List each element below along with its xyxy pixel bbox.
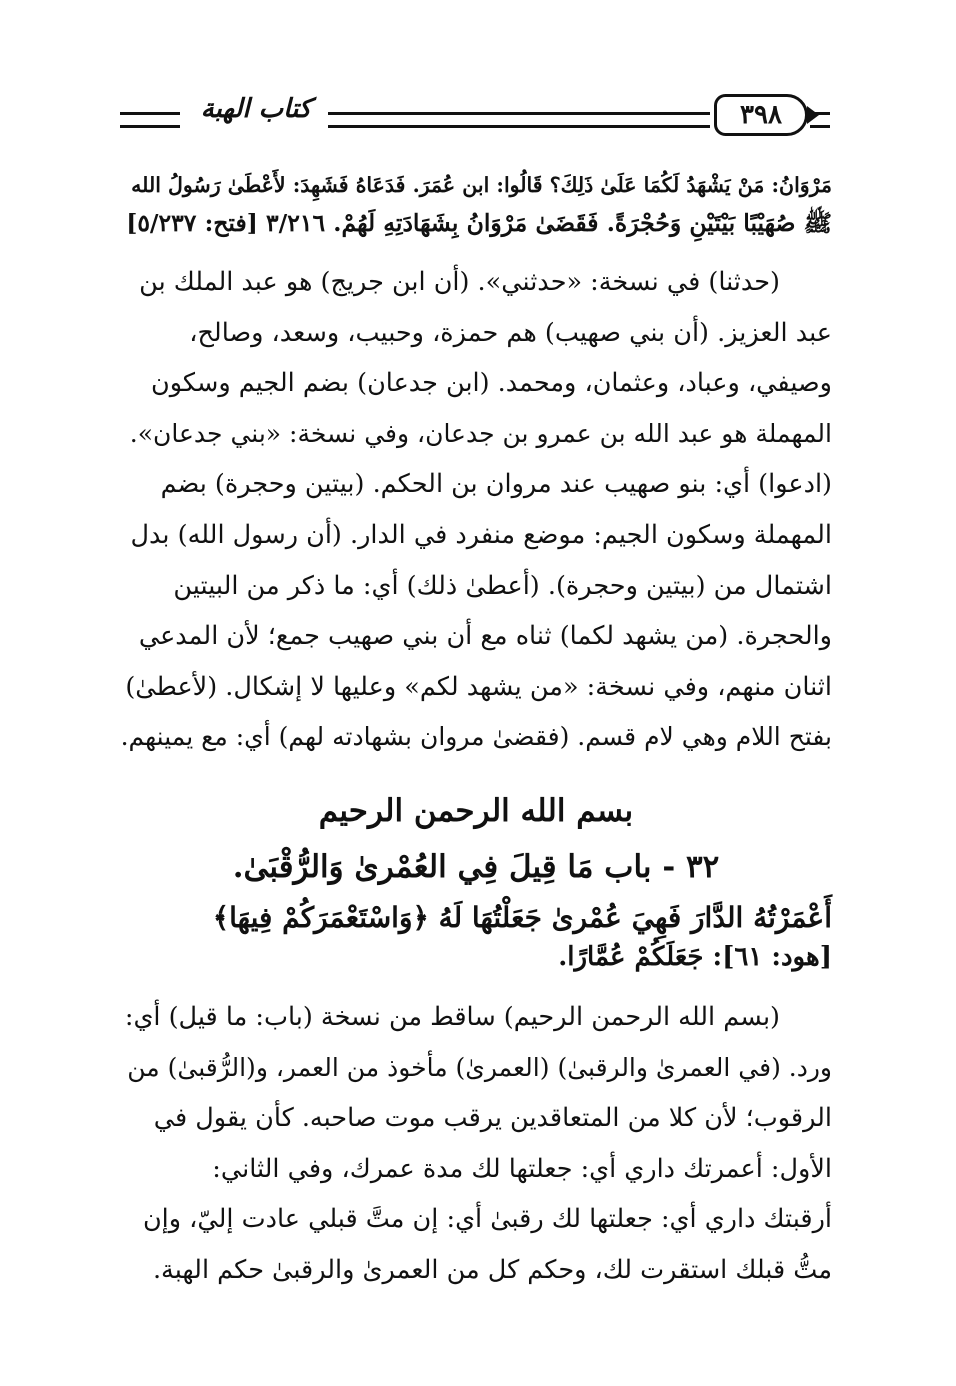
commentary-line: الرقوب؛ لأن كلا من المتعاقدين يرقب موت صاحبه. كأن يقول في <box>153 1103 832 1134</box>
running-title: كتاب الهبة <box>200 94 312 124</box>
chapter-quote <box>120 898 832 976</box>
commentary-block-2 <box>120 992 832 1296</box>
commentary-line: (ادعوا) أي: بنو صهيب عند مروان بن الحكم. (بيتين وحجرة) بضم <box>160 469 832 500</box>
chapter-title: ٣٢ - باب مَا قِيلَ فِي العُمْرىٰ وَالرُّقْبَىٰ. <box>232 849 720 885</box>
quote-line: أَعْمَرْتُهُ الدَّارَ فَهِيَ عُمْرىٰ جَعَلْتُهَا لَهُ ﴿وَاسْتَعْمَرَكُمْ فِيهَا﴾ <box>212 901 832 934</box>
commentary-line: ورد. (في العمرىٰ والرقبىٰ) (العمرىٰ) مأخوذ من العمر، و(الرُّقبىٰ) من <box>127 1052 832 1082</box>
commentary-line: (بسم الله الرحمن الرحيم) ساقط من نسخة (باب: ما قيل) أي: <box>124 1002 780 1032</box>
page-number: ٣٩٨ <box>714 94 808 136</box>
quote-line: [هود: ٦١]: جَعَلَكُمْ عُمَّارًا. <box>558 942 832 972</box>
hadith-line: ﷺ صُهَيْبًا بَيْتَيْنِ وَحُجْرَةً. فَقَضَىٰ مَرْوَانُ بِشَهَادَتِهِ لَهُمْ. ٣/٢١٦ [فتح: ٥/٢٣٧] <box>126 209 832 237</box>
commentary-line: اشتمال من (بيتين وحجرة). (أعطىٰ ذلك) أي: ما ذكر من البيتين <box>173 570 832 601</box>
commentary-line: المهملة وسكون الجيم: موضع منفرد في الدار. (أن رسول الله) بدل <box>130 519 832 550</box>
commentary-line: الأول: أعمرتك داري أي: جعلتها لك مدة عمرك، وفي الثاني: <box>212 1153 832 1184</box>
commentary-line: عبد العزيز. (أن بني صهيب) هم حمزة، وحبيب، وسعد، وصالح، <box>189 317 832 348</box>
header-rule-right <box>810 112 830 128</box>
commentary-line: اثنان منهم، وفي نسخة: «من يشهد لكم» وعليها لا إشكال. (لأعطىٰ) <box>125 671 832 702</box>
commentary-line: وصيفي، وعباد، وعثمان، ومحمد. (ابن جدعان) بضم الجيم وسكون <box>150 368 832 399</box>
page-header <box>110 92 830 144</box>
commentary-line: (حدثنا) في نسخة: «حدثني». (أن ابن جريج) هو عبد الملك بن <box>139 267 780 297</box>
commentary-line: والحجرة. (من يشهد لكما) ثناه مع أن بني صهيب جمع؛ لأن المدعي <box>138 621 832 652</box>
commentary-line: متُّ قبلك استقرت لك، وحكم كل من العمرىٰ والرقبىٰ حكم الهبة. <box>152 1254 832 1285</box>
commentary-line: المهملة هو عبد الله بن عمرو بن جدعان، وفي نسخة: «بني جدعان». <box>129 418 832 448</box>
header-rule-middle <box>328 112 710 128</box>
commentary-line: بفتح اللام وهي لام قسم. (فقضىٰ مروان بشهادته لهم) أي: مع يمينهم. <box>120 722 832 752</box>
hadith-line: مَرْوَانُ: مَنْ يَشْهَدُ لَكُمَا عَلَىٰ ذَلِكَ؟ قَالُوا: ابن عُمَرَ. فَدَعَاهُ فَشَهِدَ: لأَعْطَىٰ رَسُولُ الله <box>131 173 832 197</box>
commentary-line: أرقبتك داري أي: جعلتها لك رقبىٰ أي: إن متَّ قبلي عادت إليّ، وإن <box>142 1204 832 1235</box>
bismillah-heading: بسم الله الرحمن الرحيم <box>318 793 634 829</box>
hadith-text <box>120 166 832 242</box>
commentary-block-1 <box>120 257 832 763</box>
header-rule-left <box>120 112 180 128</box>
